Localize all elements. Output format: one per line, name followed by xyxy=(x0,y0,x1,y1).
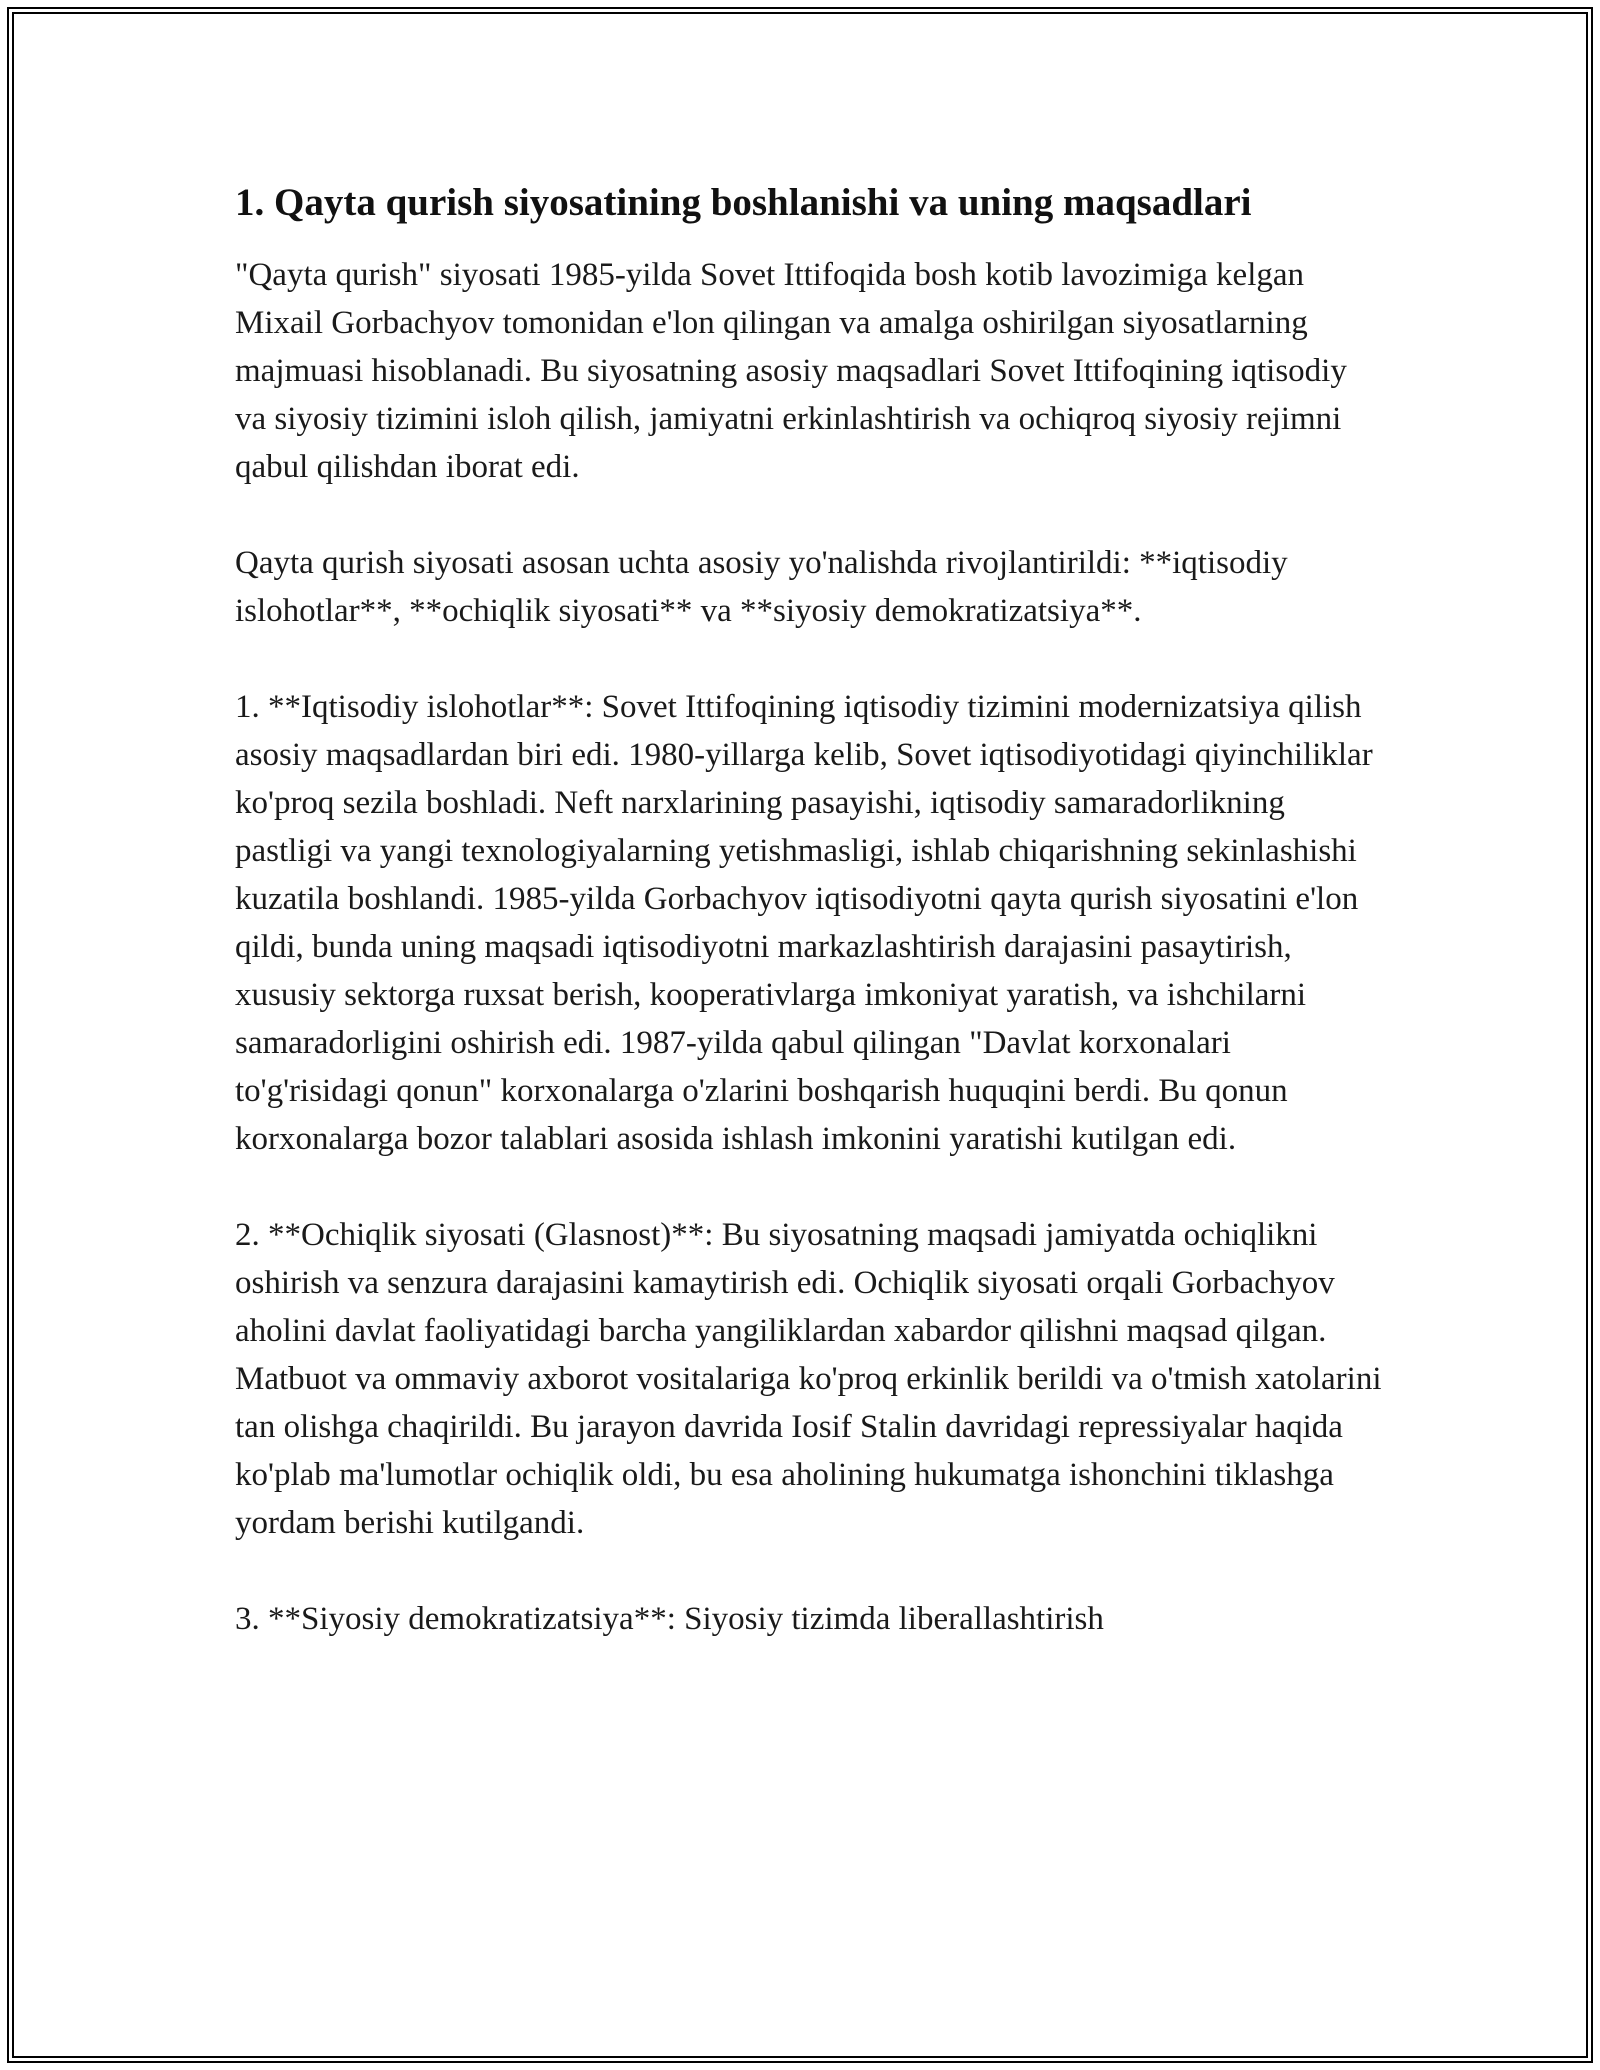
section-heading: 1. Qayta qurish siyosatining boshlanishi va uning maqsadlari xyxy=(235,181,1252,224)
paragraph-glasnost: 2. **Ochiqlik siyosati (Glasnost)**: Bu siyosatning maqsadi jamiyatda ochiqlikni oshirish va senzura darajasini kamaytirish edi. Ochiqlik siyosati orqali Gorbachyov aholini davlat faoliyatidagi barcha yangiliklardan xabardor qilishni maqsad qilgan. Matbuot va ommaviy axborot vositalariga ko'proq erkinlik berildi va o'tmish xatolarini tan olishga chaqirildi. Bu jarayon davrida Iosif Stalin davridagi repressiyalar haqida ko'plab ma'lumotlar ochiqlik oldi, bu esa aholining hukumatga ishonchini tiklashga yordam berishi kutilgandi. xyxy=(235,1216,1382,1541)
paragraph-democratization: 3. **Siyosiy demokratizatsiya**: Siyosiy tizimda liberallashtirish xyxy=(235,1600,1104,1637)
paragraph-directions: Qayta qurish siyosati asosan uchta asosiy yo'nalishda rivojlantirildi: **iqtisodiy islohotlar**, **ochiqlik siyosati** va **siyosiy demokratizatsiya**. xyxy=(235,544,1288,629)
document-body xyxy=(235,180,1385,1643)
paragraph-economic-reforms: 1. **Iqtisodiy islohotlar**: Sovet Ittifoqining iqtisodiy tizimini modernizatsiya qilish asosiy maqsadlardan biri edi. 1980-yillarga kelib, Sovet iqtisodiyotidagi qiyinchiliklar ko'proq sezila boshladi. Neft narxlarining pasayishi, iqtisodiy samaradorlikning pastligi va yangi texnologiyalarning yetishmasligi, ishlab chiqarishning sekinlashishi kuzatila boshlandi. 1985-yilda Gorbachyov iqtisodiyotni qayta qurish siyosatini e'lon qildi, bunda uning maqsadi iqtisodiyotni markazlashtirish darajasini pasaytirish, xususiy sektorga ruxsat berish, kooperativlarga imkoniyat yaratish, va ishchilarni samaradorligini oshirish edi. 1987-yilda qabul qilingan "Davlat korxonalari to'g'risidagi qonun" korxonalarga o'zlarini boshqarish huquqini berdi. Bu qonun korxonalarga bozor talablari asosida ishlash imkonini yaratishi kutilgan edi. xyxy=(235,688,1373,1157)
paragraph-intro: "Qayta qurish" siyosati 1985-yilda Sovet Ittifoqida bosh kotib lavozimiga kelgan Mixail Gorbachyov tomonidan e'lon qilingan va amalga oshirilgan siyosatlarning majmuasi hisoblanadi. Bu siyosatning asosiy maqsadlari Sovet Ittifoqining iqtisodiy va siyosiy tizimini isloh qilish, jamiyatni erkinlashtirish va ochiqroq siyosiy rejimni qabul qilishdan iborat edi. xyxy=(235,256,1347,485)
